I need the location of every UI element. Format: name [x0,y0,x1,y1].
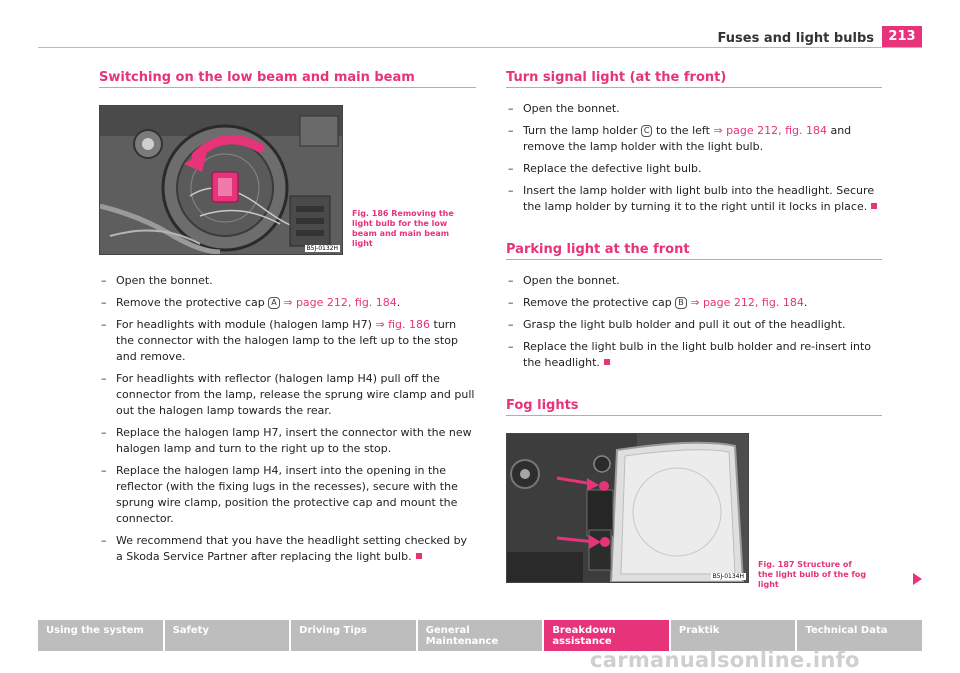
section-divider [99,87,476,88]
callout-badge-b: B [675,297,687,309]
section-title-parking-light: Parking light at the front [506,242,690,257]
list-item [101,371,477,419]
chapter-tab-safety[interactable]: Safety [165,620,290,651]
section-end-marker-icon [871,203,877,209]
step-text: Replace the halogen lamp H7, insert the connector with the new halogen lamp and turn to the right up to the stop. [116,426,472,455]
section-end-marker-icon [416,553,422,559]
step-text: Replace the defective light bulb. [523,162,702,175]
section-title-fog-lights: Fog lights [506,398,579,413]
step-text: Turn the lamp holder [523,124,638,137]
section-end-marker-icon [604,359,610,365]
turn-signal-steps [508,101,883,221]
step-text: . [396,296,401,309]
step-text: For headlights with module (halogen lamp H7) [116,318,372,331]
section-divider [506,415,882,416]
list-item [101,425,477,457]
step-text: Replace the halogen lamp H4, insert into the opening in the reflector (with the fixing lugs in the recesses), secure with the sprung wire clamp, position the protective cap and mount the connector. [116,464,458,525]
step-text: Grasp the light bulb holder and pull it out of the headlight. [523,318,846,331]
step-text: Insert the lamp holder with light bulb into the headlight. Secure the lamp holder by turning it to the right until it locks in place. [523,184,875,213]
cross-reference-link[interactable]: fig. 186 [388,318,430,331]
arrow-right-icon: ⇒ [690,296,700,309]
list-item [508,273,883,289]
cross-reference-link[interactable]: page 212, fig. 184 [726,124,827,137]
step-text: For headlights with reflector (halogen lamp H4) pull off the connector from the lamp, release the sprung wire clamp and pull out the halogen lamp towards the rear. [116,372,475,417]
section-divider [506,87,882,88]
arrow-right-icon: ⇒ [283,296,293,309]
chapter-tab-using-the-system[interactable]: Using the system [38,620,163,651]
continue-arrow-icon[interactable] [913,573,922,585]
list-item [508,339,883,371]
step-text: turn the connector with the halogen lamp to the left up to the stop and remove. [116,318,458,363]
chapter-tab-praktik[interactable]: Praktik [671,620,796,651]
step-text: Open the bonnet. [523,274,620,287]
section-divider [506,259,882,260]
list-item [101,533,477,565]
arrow-right-icon: ⇒ [375,318,385,331]
step-text: We recommend that you have the headlight setting checked by a Skoda Service Partner after replacing the light bulb. [116,534,468,563]
running-header-title: Fuses and light bulbs [717,31,874,46]
step-text: . [803,296,808,309]
figure-186-headlight-photo [99,105,343,255]
chapter-tab-general-maintenance[interactable]: General Maintenance [418,620,543,651]
figure-187-caption: Fig. 187 Structure of the light bulb of the fog light [758,560,867,589]
callout-badge-a: A [268,297,279,309]
cross-reference-link[interactable]: page 212, fig. 184 [702,296,804,309]
list-item [101,463,477,527]
figure-187-fog-light-photo [506,433,749,583]
callout-badge-c: C [641,125,653,137]
step-text: and remove the lamp holder with the light bulb. [523,124,852,153]
figure-code: B5J-0132H [306,245,338,252]
step-text: Remove the protective cap [116,296,265,309]
figure-186-caption: Fig. 186 Removing the light bulb for the low beam and main beam light [352,209,454,248]
step-text: Remove the protective cap [523,296,672,309]
step-text: Open the bonnet. [116,274,213,287]
list-item [508,123,883,155]
chapter-tab-breakdown-assistance[interactable]: Breakdown assistance [544,620,669,651]
parking-light-steps [508,273,883,377]
list-item [101,317,477,365]
list-item [508,101,883,117]
step-text: to the left [655,124,710,137]
low-beam-steps [101,273,477,571]
page-number: 213 [882,26,922,48]
list-item [508,295,883,311]
list-item [508,317,883,333]
list-item [101,273,477,289]
chapter-tab-driving-tips[interactable]: Driving Tips [291,620,416,651]
list-item [101,295,477,311]
list-item [508,161,883,177]
chapter-tab-technical-data[interactable]: Technical Data [797,620,922,651]
chapter-navigation-bar [38,620,922,651]
section-title-low-beam: Switching on the low beam and main beam [99,70,415,85]
arrow-right-icon: ⇒ [713,124,723,137]
list-item [508,183,883,215]
figure-code: B5J-0134H [712,573,744,580]
step-text: Replace the light bulb in the light bulb holder and re-insert into the headlight. [523,340,872,369]
cross-reference-link[interactable]: page 212, fig. 184 [295,296,397,309]
section-title-turn-signal: Turn signal light (at the front) [506,70,727,85]
header-divider [38,47,922,48]
step-text: Open the bonnet. [523,102,620,115]
watermark-text: carmanualsonline.info [590,648,860,672]
